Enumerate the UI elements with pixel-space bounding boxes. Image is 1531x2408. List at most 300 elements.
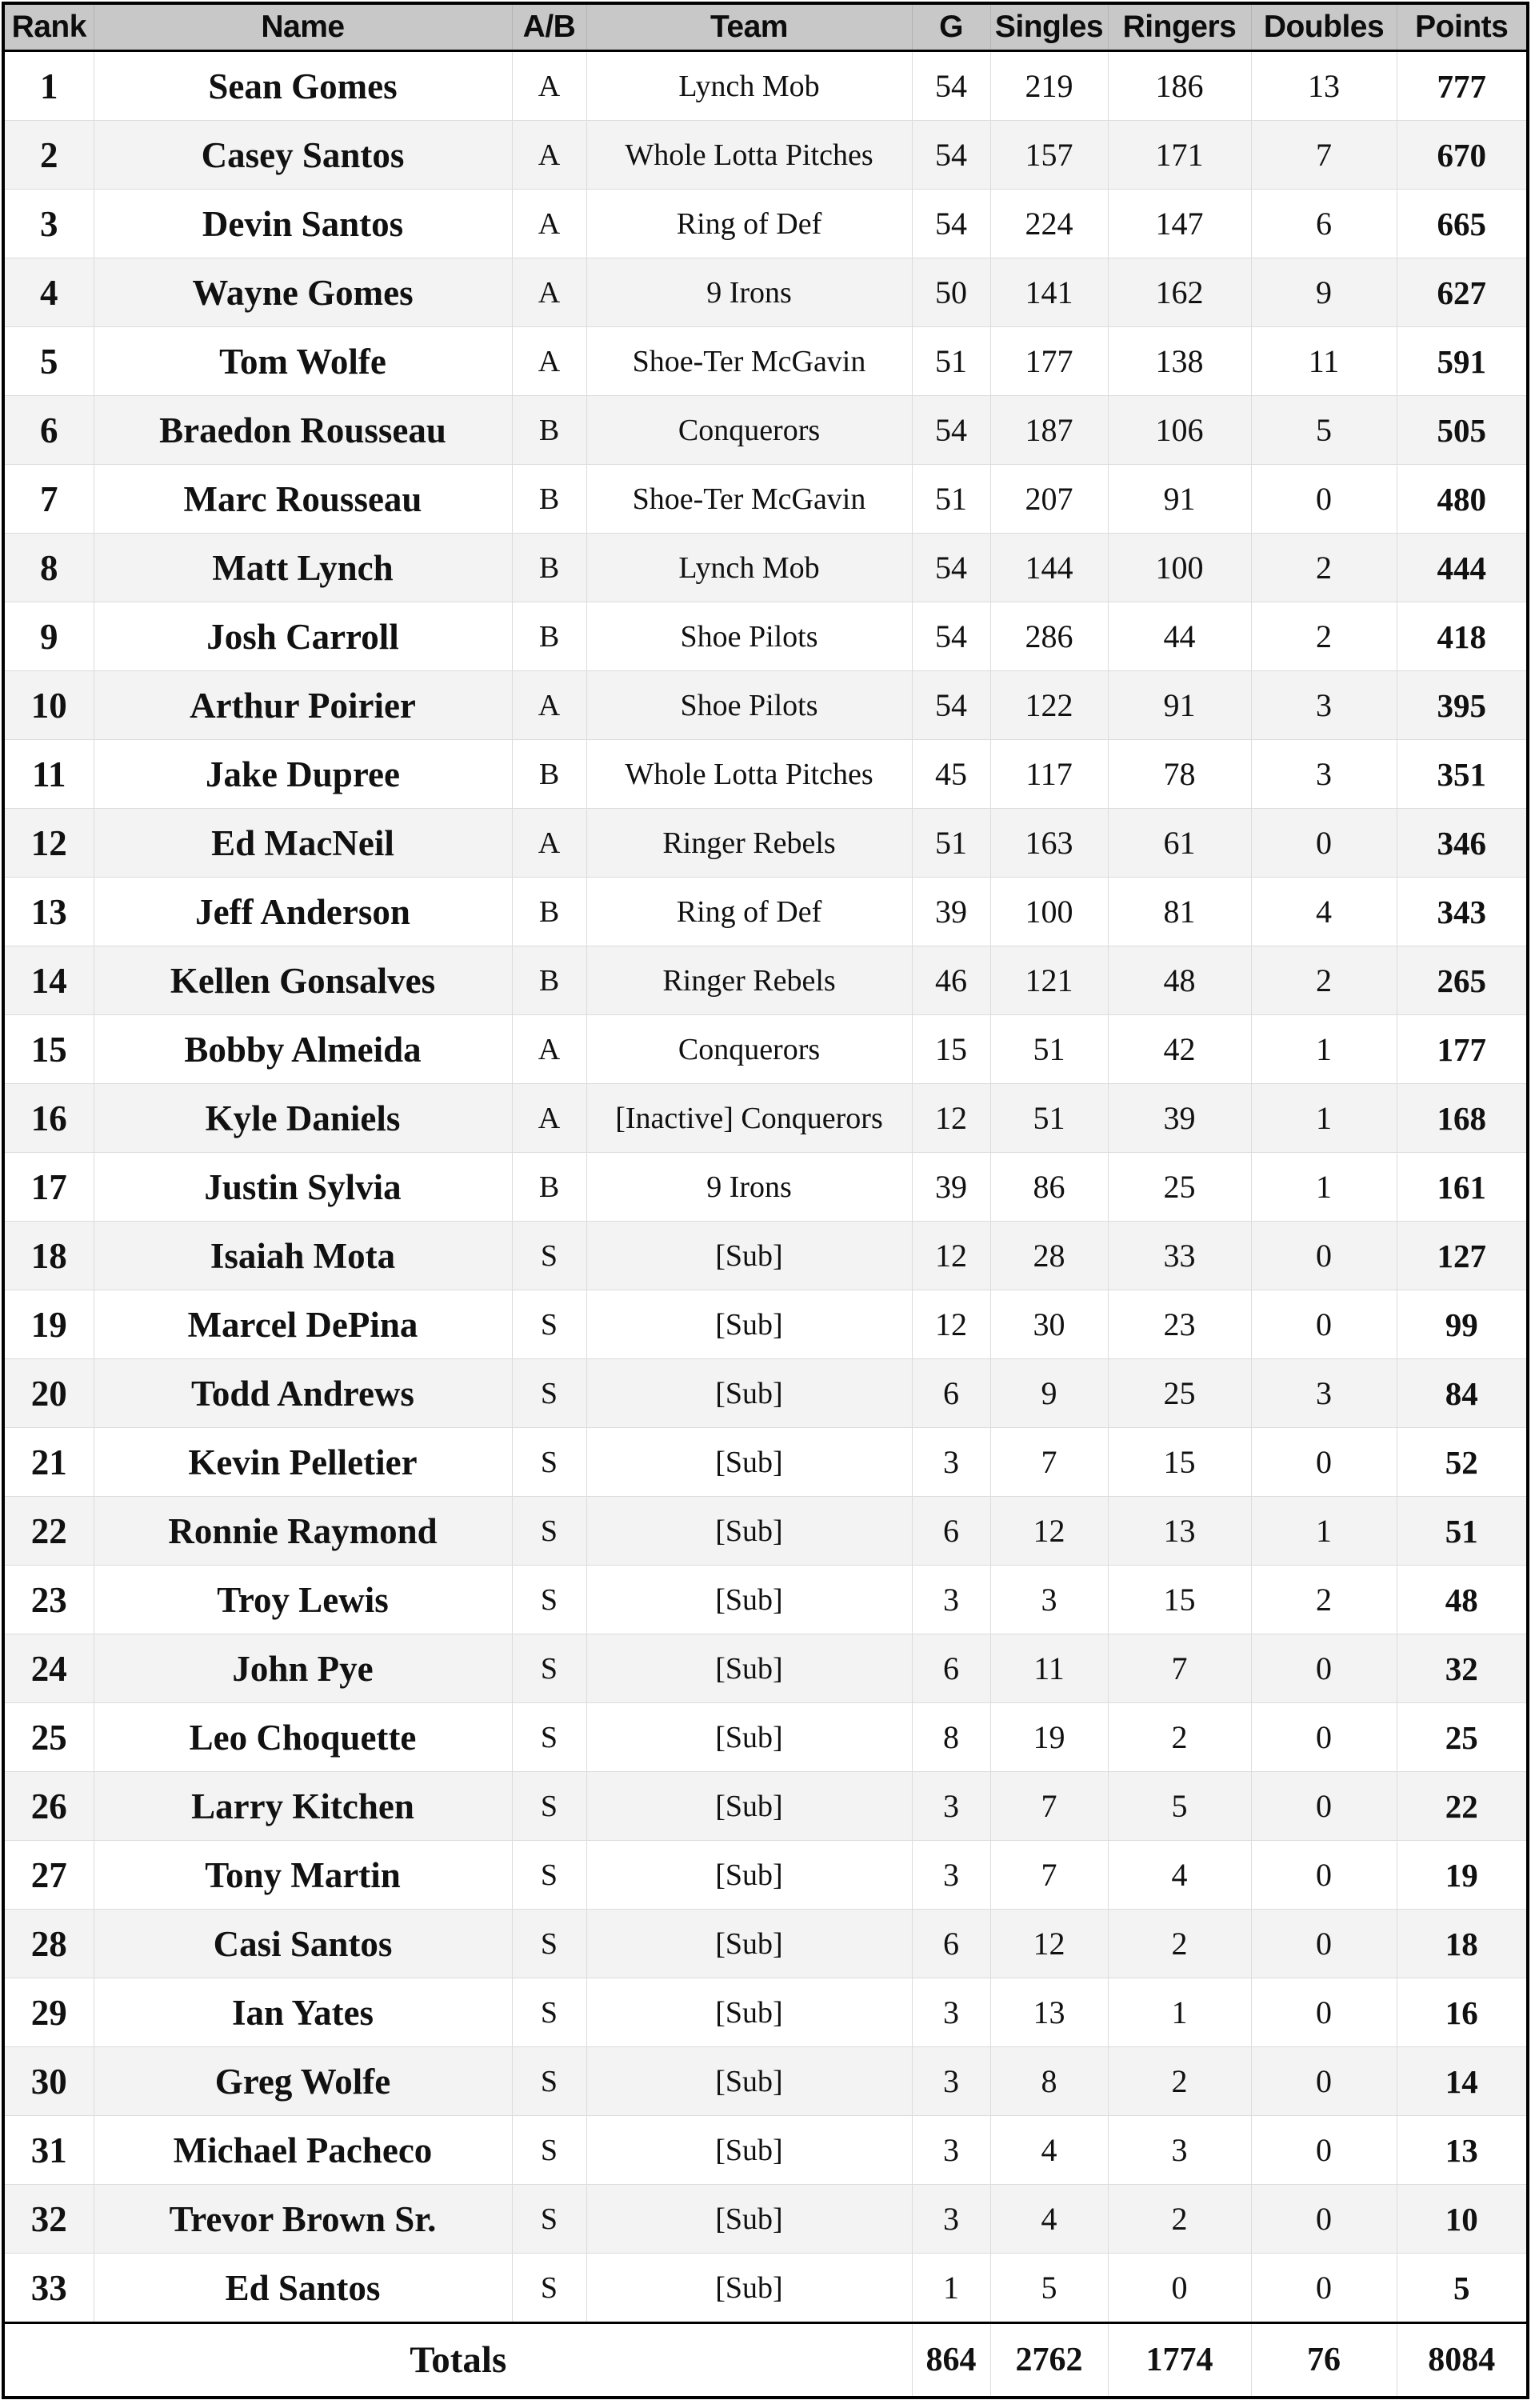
rank-cell: 24 (3, 1634, 94, 1703)
ab-cell: B (512, 878, 586, 946)
ringers-cell: 2 (1108, 2047, 1251, 2116)
table-body (3, 51, 1528, 2323)
games-cell: 6 (912, 1910, 990, 1978)
table-header (3, 3, 1528, 51)
name-cell: Kevin Pelletier (94, 1428, 512, 1497)
rank-cell: 8 (3, 534, 94, 602)
points-cell: 18 (1397, 1910, 1528, 1978)
points-cell: 48 (1397, 1566, 1528, 1634)
name-cell: Kellen Gonsalves (94, 946, 512, 1015)
doubles-cell: 0 (1251, 2254, 1397, 2323)
singles-cell: 86 (990, 1153, 1108, 1222)
ab-cell: B (512, 602, 586, 671)
player-row (3, 878, 1528, 946)
games-cell: 6 (912, 1359, 990, 1428)
team-cell: Ringer Rebels (586, 946, 912, 1015)
team-cell: Whole Lotta Pitches (586, 121, 912, 190)
player-row (3, 809, 1528, 878)
ringers-cell: 147 (1108, 190, 1251, 258)
games-cell: 12 (912, 1222, 990, 1290)
ab-cell: A (512, 121, 586, 190)
team-cell: Shoe Pilots (586, 602, 912, 671)
rank-cell: 10 (3, 671, 94, 740)
ringers-cell: 39 (1108, 1084, 1251, 1153)
ab-cell: S (512, 1359, 586, 1428)
ab-cell: S (512, 1703, 586, 1772)
name-cell: Casi Santos (94, 1910, 512, 1978)
ringers-cell: 91 (1108, 465, 1251, 534)
team-cell: Ring of Def (586, 878, 912, 946)
doubles-cell: 1 (1251, 1084, 1397, 1153)
ringers-cell: 15 (1108, 1566, 1251, 1634)
games-cell: 15 (912, 1015, 990, 1084)
points-cell: 99 (1397, 1290, 1528, 1359)
doubles-cell: 3 (1251, 671, 1397, 740)
points-cell: 777 (1397, 51, 1528, 121)
name-cell: Jeff Anderson (94, 878, 512, 946)
doubles-cell: 11 (1251, 327, 1397, 396)
doubles-cell: 5 (1251, 396, 1397, 465)
singles-cell: 3 (990, 1566, 1108, 1634)
singles-cell: 177 (990, 327, 1108, 396)
player-row (3, 1153, 1528, 1222)
singles-cell: 5 (990, 2254, 1108, 2323)
ringers-cell: 42 (1108, 1015, 1251, 1084)
singles-cell: 117 (990, 740, 1108, 809)
name-cell: Ed Santos (94, 2254, 512, 2323)
player-row (3, 2047, 1528, 2116)
doubles-cell: 9 (1251, 258, 1397, 327)
team-cell: [Sub] (586, 1222, 912, 1290)
rank-cell: 22 (3, 1497, 94, 1566)
name-cell: Justin Sylvia (94, 1153, 512, 1222)
player-row (3, 1084, 1528, 1153)
player-row (3, 1978, 1528, 2047)
singles-cell: 13 (990, 1978, 1108, 2047)
player-row (3, 534, 1528, 602)
team-cell: [Sub] (586, 2047, 912, 2116)
singles-cell: 141 (990, 258, 1108, 327)
doubles-cell: 1 (1251, 1153, 1397, 1222)
singles-cell: 9 (990, 1359, 1108, 1428)
rank-cell: 16 (3, 1084, 94, 1153)
doubles-cell: 0 (1251, 1978, 1397, 2047)
doubles-cell: 3 (1251, 740, 1397, 809)
team-cell: [Sub] (586, 1841, 912, 1910)
ringers-cell: 162 (1108, 258, 1251, 327)
points-cell: 52 (1397, 1428, 1528, 1497)
points-cell: 22 (1397, 1772, 1528, 1841)
column-header-singles: Singles (990, 3, 1108, 51)
games-cell: 8 (912, 1703, 990, 1772)
singles-cell: 122 (990, 671, 1108, 740)
player-row (3, 1222, 1528, 1290)
name-cell: Larry Kitchen (94, 1772, 512, 1841)
team-cell: 9 Irons (586, 1153, 912, 1222)
name-cell: Matt Lynch (94, 534, 512, 602)
games-cell: 39 (912, 1153, 990, 1222)
rank-cell: 21 (3, 1428, 94, 1497)
points-cell: 25 (1397, 1703, 1528, 1772)
doubles-cell: 0 (1251, 1772, 1397, 1841)
points-cell: 161 (1397, 1153, 1528, 1222)
player-row (3, 327, 1528, 396)
rank-cell: 32 (3, 2185, 94, 2254)
ringers-cell: 5 (1108, 1772, 1251, 1841)
rank-cell: 20 (3, 1359, 94, 1428)
rank-cell: 9 (3, 602, 94, 671)
ab-cell: A (512, 809, 586, 878)
ringers-cell: 48 (1108, 946, 1251, 1015)
doubles-cell: 0 (1251, 1703, 1397, 1772)
games-cell: 12 (912, 1084, 990, 1153)
rank-cell: 31 (3, 2116, 94, 2185)
player-row (3, 1290, 1528, 1359)
points-cell: 5 (1397, 2254, 1528, 2323)
ringers-cell: 186 (1108, 51, 1251, 121)
player-row (3, 740, 1528, 809)
ab-cell: A (512, 258, 586, 327)
ringers-cell: 1 (1108, 1978, 1251, 2047)
header-row (3, 3, 1528, 51)
player-row (3, 1428, 1528, 1497)
ab-cell: B (512, 740, 586, 809)
doubles-cell: 3 (1251, 1359, 1397, 1428)
ab-cell: S (512, 1566, 586, 1634)
games-cell: 54 (912, 121, 990, 190)
name-cell: Ronnie Raymond (94, 1497, 512, 1566)
ringers-cell: 4 (1108, 1841, 1251, 1910)
singles-cell: 7 (990, 1841, 1108, 1910)
ringers-cell: 15 (1108, 1428, 1251, 1497)
ringers-cell: 44 (1108, 602, 1251, 671)
ringers-cell: 138 (1108, 327, 1251, 396)
name-cell: Michael Pacheco (94, 2116, 512, 2185)
rank-cell: 14 (3, 946, 94, 1015)
name-cell: Sean Gomes (94, 51, 512, 121)
team-cell: Lynch Mob (586, 534, 912, 602)
ringers-cell: 171 (1108, 121, 1251, 190)
player-row (3, 2185, 1528, 2254)
player-row (3, 2254, 1528, 2323)
rank-cell: 30 (3, 2047, 94, 2116)
points-cell: 84 (1397, 1359, 1528, 1428)
name-cell: Ian Yates (94, 1978, 512, 2047)
ringers-cell: 25 (1108, 1153, 1251, 1222)
singles-cell: 286 (990, 602, 1108, 671)
totals-games: 864 (912, 2323, 990, 2398)
team-cell: [Sub] (586, 1978, 912, 2047)
games-cell: 54 (912, 190, 990, 258)
team-cell: Shoe-Ter McGavin (586, 327, 912, 396)
ab-cell: A (512, 1084, 586, 1153)
games-cell: 54 (912, 396, 990, 465)
rank-cell: 33 (3, 2254, 94, 2323)
name-cell: John Pye (94, 1634, 512, 1703)
ringers-cell: 0 (1108, 2254, 1251, 2323)
points-cell: 591 (1397, 327, 1528, 396)
team-cell: [Sub] (586, 1566, 912, 1634)
rank-cell: 19 (3, 1290, 94, 1359)
name-cell: Marcel DePina (94, 1290, 512, 1359)
player-row (3, 1497, 1528, 1566)
games-cell: 1 (912, 2254, 990, 2323)
points-cell: 351 (1397, 740, 1528, 809)
singles-cell: 7 (990, 1428, 1108, 1497)
team-cell: Conquerors (586, 396, 912, 465)
doubles-cell: 0 (1251, 1290, 1397, 1359)
standings-table (2, 2, 1529, 2399)
games-cell: 3 (912, 1772, 990, 1841)
singles-cell: 4 (990, 2116, 1108, 2185)
ab-cell: S (512, 1497, 586, 1566)
points-cell: 265 (1397, 946, 1528, 1015)
singles-cell: 224 (990, 190, 1108, 258)
column-header-points: Points (1397, 3, 1528, 51)
games-cell: 39 (912, 878, 990, 946)
singles-cell: 12 (990, 1910, 1108, 1978)
games-cell: 3 (912, 1841, 990, 1910)
ab-cell: S (512, 2254, 586, 2323)
table-footer (3, 2323, 1528, 2398)
games-cell: 3 (912, 2185, 990, 2254)
ab-cell: S (512, 1634, 586, 1703)
doubles-cell: 13 (1251, 51, 1397, 121)
rank-cell: 1 (3, 51, 94, 121)
team-cell: [Sub] (586, 1497, 912, 1566)
team-cell: [Sub] (586, 1910, 912, 1978)
singles-cell: 163 (990, 809, 1108, 878)
ab-cell: B (512, 465, 586, 534)
name-cell: Trevor Brown Sr. (94, 2185, 512, 2254)
rank-cell: 25 (3, 1703, 94, 1772)
ab-cell: A (512, 327, 586, 396)
games-cell: 54 (912, 602, 990, 671)
games-cell: 51 (912, 465, 990, 534)
doubles-cell: 0 (1251, 2116, 1397, 2185)
points-cell: 505 (1397, 396, 1528, 465)
team-cell: Ring of Def (586, 190, 912, 258)
doubles-cell: 1 (1251, 1497, 1397, 1566)
team-cell: [Sub] (586, 1703, 912, 1772)
games-cell: 50 (912, 258, 990, 327)
ab-cell: A (512, 671, 586, 740)
ab-cell: S (512, 1978, 586, 2047)
ringers-cell: 2 (1108, 1910, 1251, 1978)
totals-ringers: 1774 (1108, 2323, 1251, 2398)
rank-cell: 28 (3, 1910, 94, 1978)
rank-cell: 23 (3, 1566, 94, 1634)
player-row (3, 190, 1528, 258)
ringers-cell: 25 (1108, 1359, 1251, 1428)
rank-cell: 2 (3, 121, 94, 190)
column-header-doubles: Doubles (1251, 3, 1397, 51)
singles-cell: 8 (990, 2047, 1108, 2116)
totals-doubles: 76 (1251, 2323, 1397, 2398)
points-cell: 395 (1397, 671, 1528, 740)
totals-points: 8084 (1397, 2323, 1528, 2398)
points-cell: 127 (1397, 1222, 1528, 1290)
points-cell: 13 (1397, 2116, 1528, 2185)
totals-singles: 2762 (990, 2323, 1108, 2398)
player-row (3, 396, 1528, 465)
player-row (3, 1910, 1528, 1978)
name-cell: Jake Dupree (94, 740, 512, 809)
ab-cell: S (512, 2047, 586, 2116)
ab-cell: A (512, 190, 586, 258)
games-cell: 51 (912, 809, 990, 878)
doubles-cell: 7 (1251, 121, 1397, 190)
player-row (3, 2116, 1528, 2185)
team-cell: [Sub] (586, 1772, 912, 1841)
name-cell: Devin Santos (94, 190, 512, 258)
rank-cell: 12 (3, 809, 94, 878)
totals-row (3, 2323, 1528, 2398)
games-cell: 54 (912, 671, 990, 740)
games-cell: 3 (912, 1566, 990, 1634)
ab-cell: B (512, 396, 586, 465)
player-row (3, 1359, 1528, 1428)
team-cell: [Sub] (586, 1634, 912, 1703)
games-cell: 3 (912, 1428, 990, 1497)
games-cell: 6 (912, 1497, 990, 1566)
singles-cell: 28 (990, 1222, 1108, 1290)
player-row (3, 1634, 1528, 1703)
doubles-cell: 0 (1251, 1428, 1397, 1497)
games-cell: 46 (912, 946, 990, 1015)
points-cell: 480 (1397, 465, 1528, 534)
singles-cell: 30 (990, 1290, 1108, 1359)
player-row (3, 258, 1528, 327)
doubles-cell: 0 (1251, 1910, 1397, 1978)
singles-cell: 100 (990, 878, 1108, 946)
points-cell: 19 (1397, 1841, 1528, 1910)
player-row (3, 1566, 1528, 1634)
doubles-cell: 4 (1251, 878, 1397, 946)
rank-cell: 27 (3, 1841, 94, 1910)
ringers-cell: 3 (1108, 2116, 1251, 2185)
team-cell: [Sub] (586, 1428, 912, 1497)
rank-cell: 4 (3, 258, 94, 327)
player-row (3, 602, 1528, 671)
name-cell: Tony Martin (94, 1841, 512, 1910)
singles-cell: 51 (990, 1084, 1108, 1153)
ringers-cell: 100 (1108, 534, 1251, 602)
team-cell: [Sub] (586, 1359, 912, 1428)
singles-cell: 219 (990, 51, 1108, 121)
games-cell: 6 (912, 1634, 990, 1703)
ab-cell: S (512, 1428, 586, 1497)
name-cell: Leo Choquette (94, 1703, 512, 1772)
player-row (3, 671, 1528, 740)
doubles-cell: 6 (1251, 190, 1397, 258)
singles-cell: 51 (990, 1015, 1108, 1084)
games-cell: 3 (912, 1978, 990, 2047)
singles-cell: 144 (990, 534, 1108, 602)
games-cell: 12 (912, 1290, 990, 1359)
column-header-ringers: Ringers (1108, 3, 1251, 51)
singles-cell: 207 (990, 465, 1108, 534)
rank-cell: 6 (3, 396, 94, 465)
doubles-cell: 0 (1251, 1222, 1397, 1290)
column-header-ab: A/B (512, 3, 586, 51)
team-cell: Shoe Pilots (586, 671, 912, 740)
team-cell: Conquerors (586, 1015, 912, 1084)
singles-cell: 11 (990, 1634, 1108, 1703)
column-header-name: Name (94, 3, 512, 51)
games-cell: 54 (912, 534, 990, 602)
singles-cell: 19 (990, 1703, 1108, 1772)
name-cell: Tom Wolfe (94, 327, 512, 396)
rank-cell: 29 (3, 1978, 94, 2047)
player-row (3, 465, 1528, 534)
points-cell: 168 (1397, 1084, 1528, 1153)
name-cell: Isaiah Mota (94, 1222, 512, 1290)
doubles-cell: 0 (1251, 1634, 1397, 1703)
points-cell: 177 (1397, 1015, 1528, 1084)
ab-cell: A (512, 1015, 586, 1084)
ringers-cell: 78 (1108, 740, 1251, 809)
rank-cell: 11 (3, 740, 94, 809)
doubles-cell: 2 (1251, 602, 1397, 671)
player-row (3, 1015, 1528, 1084)
name-cell: Bobby Almeida (94, 1015, 512, 1084)
ab-cell: S (512, 1222, 586, 1290)
games-cell: 3 (912, 2047, 990, 2116)
ringers-cell: 91 (1108, 671, 1251, 740)
games-cell: 51 (912, 327, 990, 396)
ringers-cell: 2 (1108, 1703, 1251, 1772)
ab-cell: S (512, 1910, 586, 1978)
name-cell: Kyle Daniels (94, 1084, 512, 1153)
team-cell: [Sub] (586, 2254, 912, 2323)
doubles-cell: 0 (1251, 1841, 1397, 1910)
ab-cell: S (512, 1772, 586, 1841)
rank-cell: 13 (3, 878, 94, 946)
totals-label: Totals (3, 2323, 912, 2398)
doubles-cell: 2 (1251, 946, 1397, 1015)
name-cell: Ed MacNeil (94, 809, 512, 878)
rank-cell: 26 (3, 1772, 94, 1841)
team-cell: Whole Lotta Pitches (586, 740, 912, 809)
points-cell: 444 (1397, 534, 1528, 602)
player-row (3, 51, 1528, 121)
player-row (3, 1703, 1528, 1772)
games-cell: 45 (912, 740, 990, 809)
points-cell: 418 (1397, 602, 1528, 671)
rank-cell: 5 (3, 327, 94, 396)
ringers-cell: 7 (1108, 1634, 1251, 1703)
ringers-cell: 23 (1108, 1290, 1251, 1359)
points-cell: 32 (1397, 1634, 1528, 1703)
games-cell: 3 (912, 2116, 990, 2185)
doubles-cell: 2 (1251, 534, 1397, 602)
ab-cell: S (512, 2116, 586, 2185)
team-cell: Ringer Rebels (586, 809, 912, 878)
points-cell: 627 (1397, 258, 1528, 327)
points-cell: 14 (1397, 2047, 1528, 2116)
points-cell: 346 (1397, 809, 1528, 878)
ab-cell: B (512, 946, 586, 1015)
singles-cell: 121 (990, 946, 1108, 1015)
doubles-cell: 0 (1251, 465, 1397, 534)
team-cell: [Sub] (586, 2116, 912, 2185)
name-cell: Troy Lewis (94, 1566, 512, 1634)
doubles-cell: 0 (1251, 2185, 1397, 2254)
team-cell: [Sub] (586, 1290, 912, 1359)
rank-cell: 15 (3, 1015, 94, 1084)
ab-cell: S (512, 1841, 586, 1910)
